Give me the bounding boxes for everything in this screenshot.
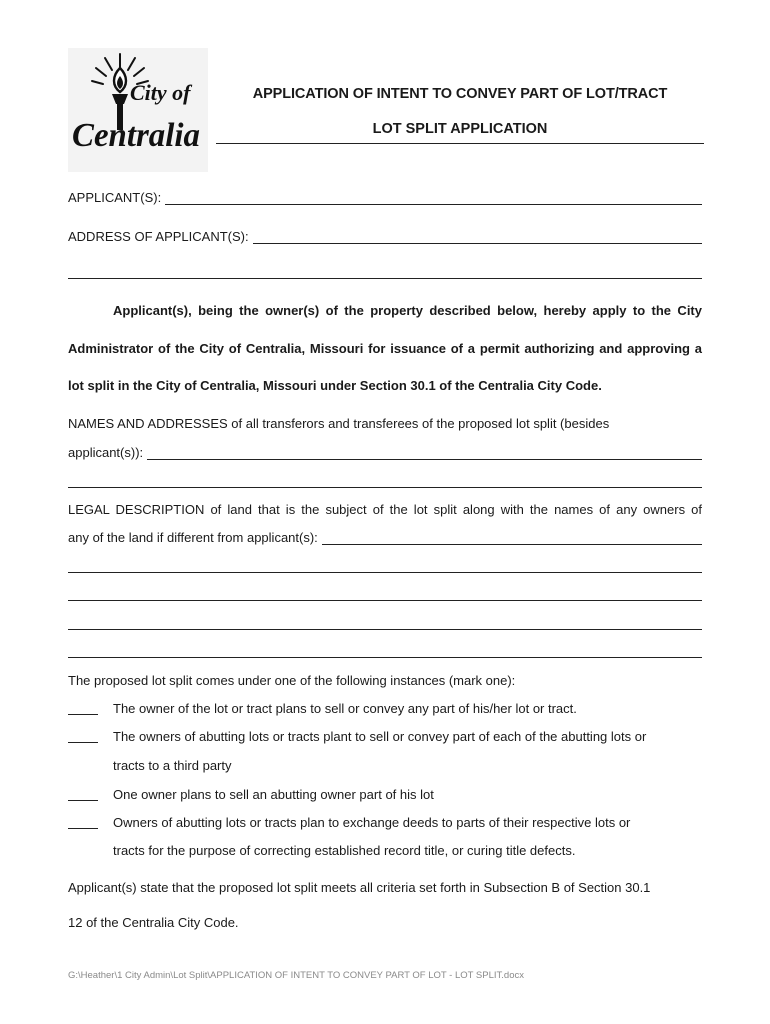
file-path-footer: G:\Heather\1 City Admin\Lot Split\APPLICATION OF INTENT TO CONVEY PART OF LOT - LOT SPLIT.docx: [68, 970, 524, 981]
option-4-checkbox-blank[interactable]: [68, 828, 98, 829]
legal-description-blank-line-2[interactable]: [68, 572, 702, 573]
torch-logo-graphic: [68, 48, 208, 172]
option-4-text-line-1: Owners of abutting lots or tracts plan to exchange deeds to parts of their respective lots or: [113, 815, 631, 830]
legal-description-blank-line-5[interactable]: [68, 657, 702, 658]
criteria-line-2: 12 of the Centralia City Code.: [68, 915, 239, 930]
criteria-line-1: Applicant(s) state that the proposed lot split meets all criteria set forth in Subsection B of Section 30.1: [68, 880, 651, 895]
logo-text-line2: Centralia: [72, 117, 200, 154]
applicants-label: APPLICANT(S):: [68, 190, 162, 205]
address-label: ADDRESS OF APPLICANT(S):: [68, 229, 249, 244]
option-2-text-line-1: The owners of abutting lots or tracts plant to sell or convey part of each of the abutting lots or: [113, 729, 647, 744]
legal-description-blank[interactable]: [322, 530, 702, 545]
option-4-text-line-2: tracts for the purpose of correcting established record title, or curing title defects.: [113, 843, 576, 858]
option-1-checkbox-blank[interactable]: [68, 714, 98, 715]
names-addresses-field[interactable]: [68, 445, 702, 460]
option-3-text: One owner plans to sell an abutting owner part of his lot: [113, 787, 434, 802]
statement-line-1: Applicant(s), being the owner(s) of the property described below, hereby apply to the City: [113, 303, 702, 318]
names-addresses-line-1: NAMES AND ADDRESSES of all transferors and transferees of the proposed lot split (besides: [68, 416, 610, 431]
city-of-centralia-logo: [68, 48, 208, 172]
title-underline: [216, 143, 704, 144]
legal-description-blank-line-4[interactable]: [68, 629, 702, 630]
option-3-checkbox-blank[interactable]: [68, 800, 98, 801]
logo-text-line1: City of: [130, 80, 191, 105]
legal-description-line-1: LEGAL DESCRIPTION of land that is the subject of the lot split along with the names of any owners of: [68, 502, 702, 517]
statement-line-2: Administrator of the City of Centralia, Missouri for issuance of a permit authorizing and approving a: [68, 341, 702, 356]
names-addresses-blank[interactable]: [147, 445, 702, 460]
names-addresses-blank-line-2[interactable]: [68, 487, 702, 488]
option-2-text-line-2: tracts to a third party: [113, 758, 232, 773]
address-field[interactable]: [68, 229, 702, 244]
instances-intro: The proposed lot split comes under one of the following instances (mark one):: [68, 673, 516, 688]
legal-description-blank-line-3[interactable]: [68, 600, 702, 601]
option-2-checkbox-blank[interactable]: [68, 742, 98, 743]
names-addresses-label: applicant(s)):: [68, 445, 144, 460]
option-1-text: The owner of the lot or tract plans to sell or convey any part of his/her lot or tract.: [113, 701, 577, 716]
document-subtitle: LOT SPLIT APPLICATION: [372, 121, 548, 137]
document-title: APPLICATION OF INTENT TO CONVEY PART OF LOT/TRACT: [252, 86, 668, 102]
statement-line-3: lot split in the City of Centralia, Missouri under Section 30.1 of the Centralia City Code.: [68, 378, 602, 393]
applicants-field[interactable]: [68, 190, 702, 205]
address-blank[interactable]: [253, 229, 702, 244]
legal-description-label: any of the land if different from applicant(s):: [68, 530, 318, 545]
applicants-blank[interactable]: [165, 190, 702, 205]
address-blank-line-2[interactable]: [68, 278, 702, 279]
legal-description-field[interactable]: [68, 530, 702, 545]
